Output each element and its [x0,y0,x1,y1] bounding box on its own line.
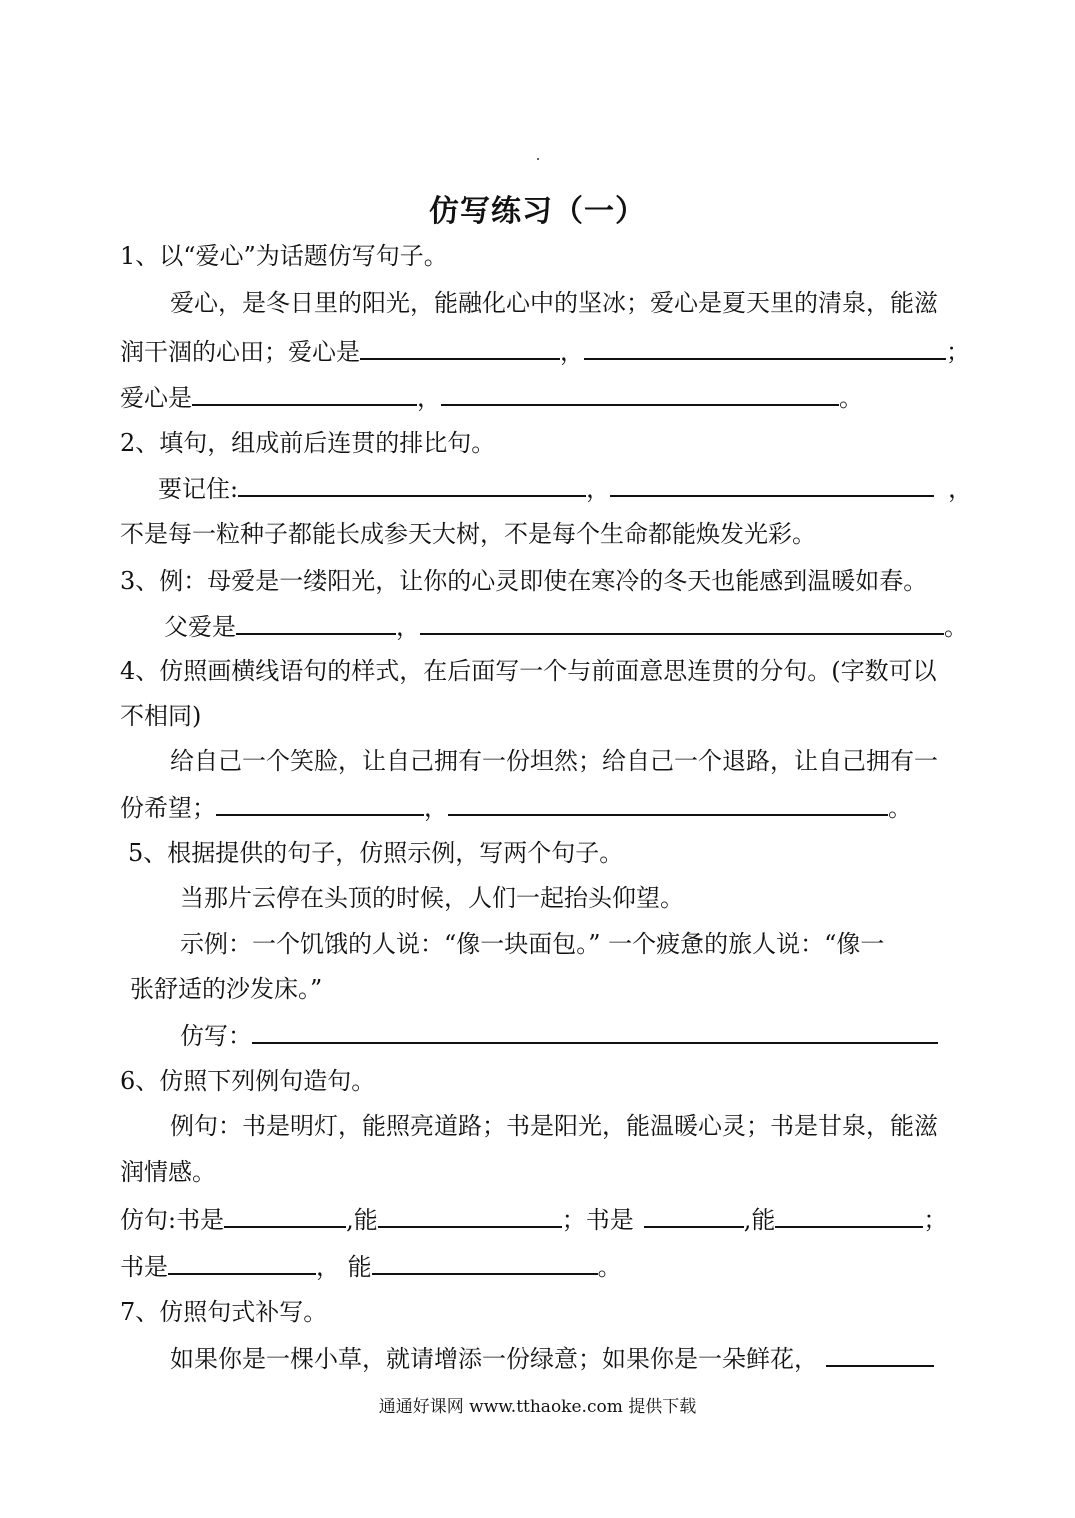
q3-blank-2[interactable] [420,611,944,635]
q1-line-2 [120,336,970,367]
q6-line-2 [120,1251,622,1282]
q6-example-b: 润情感。 [120,1158,216,1186]
q3-comma: ， [396,613,420,641]
q6-blank-2[interactable] [378,1204,562,1228]
q6-semi-shu: ；书是 [561,1206,634,1234]
q6-lead: 仿句:书是 [120,1206,225,1234]
q6-shu: 书是 [120,1253,168,1281]
q4-line-2 [120,792,912,823]
q2-blank-2[interactable] [610,473,934,497]
q5-example-b: 张舒适的沙发床。” [130,975,323,1003]
q4-text-a: 给自己一个笑脸，让自己拥有一份坦然；给自己一个退路，让自己拥有一 [170,747,938,775]
q2-prompt: 2、填句，组成前后连贯的排比句。 [120,429,496,457]
q1-comma-2: ， [417,384,441,412]
q2-lead: 要记住: [158,475,239,503]
q7-blank[interactable] [826,1343,934,1367]
q2-line-1 [158,473,972,504]
q1-blank-2[interactable] [584,336,946,360]
footer-credit: 通通好课网 www.tthaoke.com 提供下载 [378,1397,697,1417]
q1-end: 。 [839,384,863,412]
q3-lead: 父爱是 [164,613,236,641]
q1-blank-1[interactable] [360,336,560,360]
q3-end: 。 [944,613,968,641]
scan-speck [537,158,539,160]
q2-comma: ， [586,475,611,503]
q7-prompt: 7、仿照句式补写。 [120,1298,328,1326]
q5-lead: 仿写： [180,1022,252,1050]
q6-blank-3[interactable] [644,1204,744,1228]
q6-blank-6[interactable] [372,1251,598,1275]
q3-line-1 [164,611,968,642]
q6-comma-neng: ,能 [346,1206,378,1234]
q4-prompt-a: 4、仿照画横线语句的样式，在后面写一个与前面意思连贯的分句。(字数可以 [120,657,937,685]
q5-example-a: 示例：一个饥饿的人说：“像一块面包。” 一个疲惫的旅人说：“像一 [180,930,885,958]
q5-prompt: 5、根据提供的句子，仿照示例，写两个句子。 [128,839,624,867]
page-title: 仿写练习（一） [429,194,646,229]
q3-prompt: 3、例：母爱是一缕阳光，让你的心灵即使在寒冷的冬天也能感到温暖如春。 [120,567,928,595]
q1-text-b: 润干涸的心田；爱心是 [120,338,360,366]
q5-blank[interactable] [252,1020,938,1044]
q1-prompt: 1、以“爱心”为话题仿写句子。 [120,242,448,270]
q6-end: 。 [597,1253,622,1281]
q6-comma-neng2: ， 能 [316,1253,372,1281]
q6-example-a: 例句：书是明灯，能照亮道路；书是阳光，能温暖心灵；书是甘泉，能滋 [170,1112,938,1140]
q6-blank-4[interactable] [775,1204,923,1228]
q7-line [170,1343,934,1374]
q4-comma: ， [424,794,448,822]
q6-line-1 [120,1204,947,1235]
q1-line-3 [120,382,863,413]
q6-comma-neng-b: ,能 [743,1206,776,1234]
q1-comma: ， [560,338,584,366]
q1-semicolon: ； [946,338,970,366]
q1-text-a: 爱心，是冬日里的阳光，能融化心中的坚冰；爱心是夏天里的清泉，能滋 [170,289,938,317]
q4-blank-2[interactable] [448,792,888,816]
q4-blank-1[interactable] [216,792,424,816]
q5-line [180,1020,938,1051]
q2-blank-1[interactable] [238,473,586,497]
q6-blank-1[interactable] [224,1204,346,1228]
q2-text: 不是每一粒种子都能长成参天大树，不是每个生命都能焕发光彩。 [120,520,816,548]
q1-blank-4[interactable] [441,382,839,406]
q4-text-b: 份希望； [120,794,216,822]
q4-prompt-b: 不相同) [120,702,202,730]
q1-blank-3[interactable] [192,382,417,406]
q6-semicolon: ； [923,1206,948,1234]
q5-sentence: 当那片云停在头顶的时候，人们一起抬头仰望。 [180,884,684,912]
q3-blank-1[interactable] [236,611,396,635]
q7-text: 如果你是一棵小草，就请增添一份绿意；如果你是一朵鲜花， [170,1345,818,1373]
q6-blank-5[interactable] [168,1251,316,1275]
q6-prompt: 6、仿照下列例句造句。 [120,1067,376,1095]
q1-text-c: 爱心是 [120,384,192,412]
q2-end-comma: ， [948,475,973,503]
q4-end: 。 [888,794,912,822]
